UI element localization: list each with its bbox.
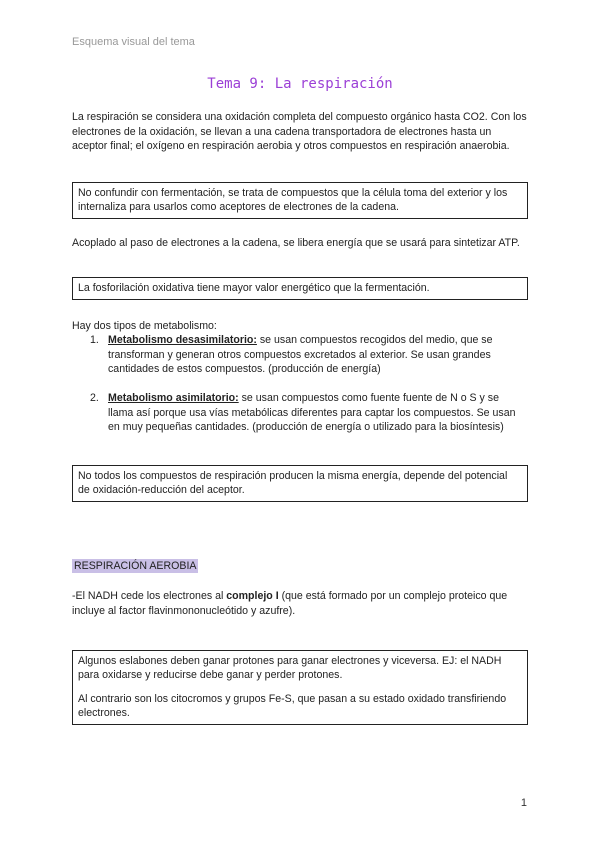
note-text: Algunos eslabones deben ganar protones para ganar electrones y viceversa. EJ: el NADH para oxidarse y reducirse debe ganar y perder protones. [78, 655, 502, 681]
note-box-phosphorylation [72, 277, 528, 300]
nadh-paragraph [72, 589, 528, 618]
page-number: 1 [520, 797, 527, 809]
list-item [90, 333, 525, 377]
list-number: 2. [90, 392, 99, 404]
note-text: Al contrario son los citocromos y grupos Fe-S, que pasan a su estado oxidado transfiriendo electrones. [78, 693, 507, 719]
note-box-protons [72, 650, 528, 725]
list-item [90, 391, 525, 435]
list-term: Metabolismo asimilatorio: [108, 392, 239, 404]
section-heading [72, 559, 528, 574]
note-box-redox [72, 465, 528, 502]
note-text: No confundir con fermentación, se trata de compuestos que la célula toma del exterior y los internaliza para usarlos como aceptores de electrones de la cadena. [78, 187, 508, 213]
list-text: se usan compuestos recogidos del medio, que se transforman y generan otros compuestos excretados al exterior. Se usan grandes cantidades de estos compuestos. (producción de energía) [108, 334, 493, 375]
list-term: Metabolismo desasimilatorio: [108, 334, 257, 346]
nadh-bold: complejo I [226, 590, 279, 602]
nadh-text-after: (que está formado por un complejo proteico que incluye al factor flavinmononucleótido y azufre). [72, 590, 508, 617]
note-text: No todos los compuestos de respiración producen la misma energía, depende del potencial de oxidación-reducción del aceptor. [78, 470, 508, 496]
intro-paragraph: La respiración se considera una oxidación completa del compuesto orgánico hasta CO2. Con los electrones de la oxidación, se llevan a una cadena transportadora de electrones hasta un aceptor final; el oxígeno en respiración aerobia y otros compuestos en respiración anaerobia. [72, 111, 527, 152]
list-text: se usan compuestos como fuente fuente de N o S y se llama así porque usa vías metabólicas diferentes para captar los compuestos. Se usan en muy pequeñas cantidades. (producción de energía o utilizado para la biosíntesis) [108, 392, 516, 433]
nadh-text: -El NADH cede los electrones al [72, 590, 227, 602]
note-box-fermentation [72, 182, 528, 219]
document-header: Esquema visual del tema [72, 36, 195, 48]
page-title: Tema 9: La respiración [207, 76, 393, 92]
note-text: La fosforilación oxidativa tiene mayor valor energético que la fermentación. [78, 282, 430, 294]
atp-paragraph: Acoplado al paso de electrones a la cadena, se libera energía que se usará para sintetizar ATP. [72, 237, 520, 249]
section-heading-text: RESPIRACIÓN AEROBIA [74, 560, 197, 572]
list-number: 1. [90, 334, 99, 346]
metabolism-intro: Hay dos tipos de metabolismo: [72, 320, 217, 332]
